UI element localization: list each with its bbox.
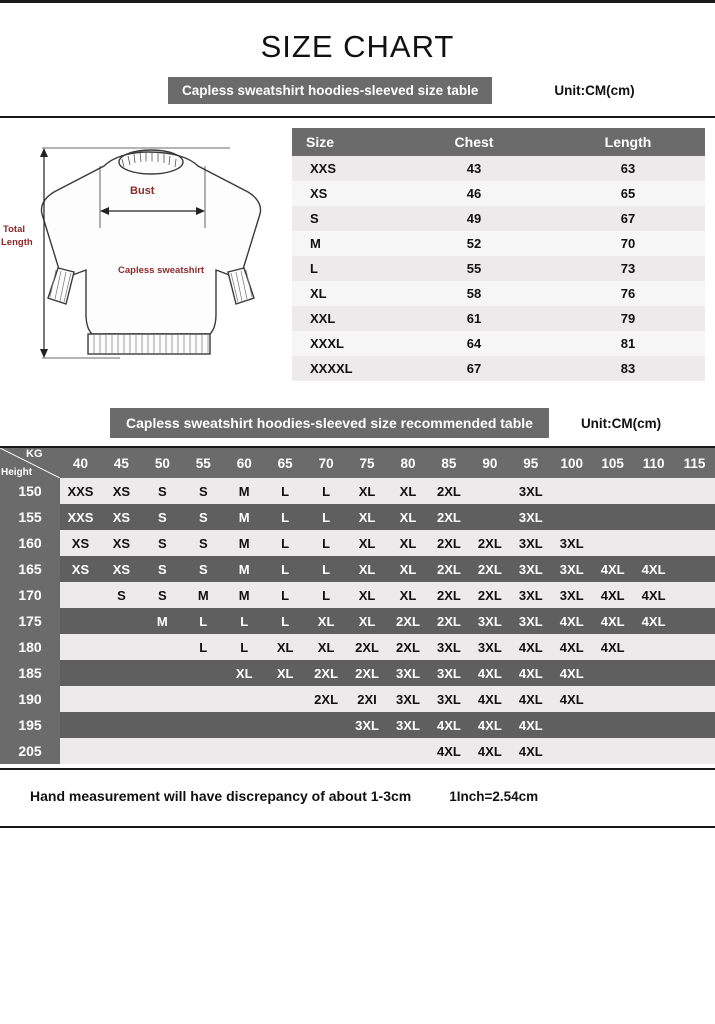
size-cell: L [265,556,306,582]
size-cell: 3XL [388,712,429,738]
table-row [292,231,705,256]
size-cell: 3XL [551,582,592,608]
size-cell [183,712,224,738]
size-cell: 4XL [510,634,551,660]
weight-header: 50 [142,448,183,478]
weight-header: 85 [428,448,469,478]
size-cell [60,582,101,608]
size-cell: 3XL [510,608,551,634]
size-cell: 2XI [347,686,388,712]
size-cell [592,738,633,764]
size-cell [265,686,306,712]
size-cell: 4XL [428,738,469,764]
weight-header: 95 [510,448,551,478]
size-cell: M [224,478,265,504]
size-cell [633,478,674,504]
size-cell: L [265,478,306,504]
cell-length: 63 [551,156,705,181]
size-table-wrap [292,118,715,400]
size-cell: L [306,582,347,608]
garment-illustration [0,118,292,400]
size-cell [101,738,142,764]
height-cell: 160 [0,530,60,556]
size-cell [60,660,101,686]
svg-text:Length: Length [1,237,33,248]
size-cell [674,582,715,608]
cell-size: XXXL [292,331,397,356]
size-cell [633,634,674,660]
weight-header: 90 [469,448,510,478]
weight-header: 100 [551,448,592,478]
size-cell: 4XL [469,686,510,712]
measurement-note: Hand measurement will have discrepancy of about 1-3cm [30,788,412,804]
size-cell: S [183,478,224,504]
height-cell: 185 [0,660,60,686]
size-cell [592,478,633,504]
size-cell [347,738,388,764]
size-cell: M [224,504,265,530]
size-cell [60,686,101,712]
size-cell: XL [388,504,429,530]
size-cell: 4XL [633,582,674,608]
size-cell: XL [347,530,388,556]
size-cell: XL [388,582,429,608]
height-cell: 150 [0,478,60,504]
cell-length: 67 [551,206,705,231]
axis-corner-cell [0,448,60,478]
weight-header: 105 [592,448,633,478]
size-cell [674,556,715,582]
size-cell [592,686,633,712]
size-cell: XS [101,556,142,582]
table-row [0,738,715,764]
weight-header: 115 [674,448,715,478]
size-cell: M [142,608,183,634]
size-cell: L [306,504,347,530]
size-cell: 2XL [347,660,388,686]
size-cell: 4XL [551,660,592,686]
recommended-header-row [0,448,715,478]
size-cell [142,738,183,764]
size-cell [674,504,715,530]
size-cell: M [224,582,265,608]
cell-length: 70 [551,231,705,256]
height-cell: 195 [0,712,60,738]
size-cell: XL [347,478,388,504]
size-cell: S [142,504,183,530]
size-cell: XL [388,530,429,556]
size-cell: XS [60,556,101,582]
size-cell: S [183,504,224,530]
size-cell: L [265,582,306,608]
table-row [0,556,715,582]
svg-text:Capless sweatshirt: Capless sweatshirt [118,265,205,276]
size-cell: XL [388,556,429,582]
size-cell: XL [306,634,347,660]
cell-chest: 67 [397,356,551,381]
footer-row [0,788,715,804]
cell-size: M [292,231,397,256]
size-cell: 2XL [428,530,469,556]
size-cell: 2XL [388,608,429,634]
size-cell: 4XL [633,556,674,582]
size-cell [101,660,142,686]
cell-size: XS [292,181,397,206]
height-cell: 175 [0,608,60,634]
size-cell [469,504,510,530]
size-cell [674,608,715,634]
size-cell: XS [101,478,142,504]
size-cell: 4XL [592,582,633,608]
size-cell [60,738,101,764]
size-cell [388,738,429,764]
size-cell [592,660,633,686]
size-cell: 4XL [428,712,469,738]
size-cell [551,478,592,504]
size-cell: M [224,530,265,556]
size-cell: 3XL [469,608,510,634]
size-cell: 4XL [469,660,510,686]
table-row [292,181,705,206]
cell-size: XXL [292,306,397,331]
size-cell: 3XL [510,582,551,608]
size-cell [101,634,142,660]
page-title: SIZE CHART [260,29,455,64]
size-cell: 2XL [428,504,469,530]
size-cell: 2XL [388,634,429,660]
size-cell [306,738,347,764]
size-cell: 3XL [510,530,551,556]
weight-header: 45 [101,448,142,478]
size-cell: 2XL [469,556,510,582]
recommended-size-table [0,448,715,764]
size-cell: 2XL [469,582,510,608]
size-cell: XL [224,660,265,686]
size-cell: 2XL [428,478,469,504]
cell-chest: 52 [397,231,551,256]
weight-header: 70 [306,448,347,478]
recommended-table-banner: Capless sweatshirt hoodies-sleeved size recommended table [110,408,549,438]
size-cell: 2XL [428,556,469,582]
size-cell: L [183,634,224,660]
size-cell [674,478,715,504]
size-cell [674,712,715,738]
cell-length: 65 [551,181,705,206]
table-row [292,156,705,181]
cell-chest: 43 [397,156,551,181]
size-cell: XS [101,530,142,556]
size-cell [674,660,715,686]
size-cell [633,712,674,738]
size-cell: 3XL [510,504,551,530]
size-cell: S [142,478,183,504]
size-cell [224,686,265,712]
cell-length: 79 [551,306,705,331]
weight-header: 110 [633,448,674,478]
weight-header: 65 [265,448,306,478]
table-row [0,478,715,504]
cell-size: XXS [292,156,397,181]
size-cell [101,686,142,712]
height-cell: 165 [0,556,60,582]
size-table-banner: Capless sweatshirt hoodies-sleeved size table [168,77,492,104]
size-cell [265,738,306,764]
cell-length: 83 [551,356,705,381]
height-cell: 155 [0,504,60,530]
weight-header: 40 [60,448,101,478]
size-cell: XXS [60,504,101,530]
size-cell: XL [388,478,429,504]
size-cell [633,686,674,712]
cell-size: XL [292,281,397,306]
size-cell [183,686,224,712]
size-cell: S [183,556,224,582]
size-cell: L [306,478,347,504]
size-cell: 4XL [510,712,551,738]
size-cell [592,712,633,738]
cell-chest: 64 [397,331,551,356]
size-cell: 3XL [347,712,388,738]
cell-chest: 46 [397,181,551,206]
size-cell: 2XL [306,660,347,686]
size-cell: L [306,556,347,582]
table-row [0,686,715,712]
size-cell: XL [265,634,306,660]
size-cell: 2XL [306,686,347,712]
size-cell: S [183,530,224,556]
svg-text:Bust: Bust [130,185,155,197]
size-table [292,128,705,381]
size-cell [592,504,633,530]
size-cell: 3XL [510,556,551,582]
table-row [0,634,715,660]
banner-row-1 [0,77,715,104]
size-cell [306,712,347,738]
size-cell: S [142,582,183,608]
size-cell: XL [347,582,388,608]
main-section [0,118,715,400]
size-cell [551,738,592,764]
size-cell [633,738,674,764]
size-cell: 4XL [551,634,592,660]
size-cell [60,634,101,660]
size-cell: L [224,634,265,660]
height-cell: 180 [0,634,60,660]
cell-length: 73 [551,256,705,281]
size-cell: 3XL [551,556,592,582]
size-cell [592,530,633,556]
size-cell [183,738,224,764]
size-cell: L [265,504,306,530]
cell-chest: 49 [397,206,551,231]
cell-size: XXXXL [292,356,397,381]
size-cell: 4XL [592,634,633,660]
svg-text:Total: Total [3,224,25,235]
divider-above-footer [0,768,715,770]
size-cell: 3XL [469,634,510,660]
size-cell: XL [347,608,388,634]
table-row [292,356,705,381]
size-cell: 4XL [469,738,510,764]
size-cell [224,738,265,764]
size-cell: XL [265,660,306,686]
size-cell: XS [101,504,142,530]
size-cell: 3XL [428,660,469,686]
size-cell: XL [306,608,347,634]
weight-header: 80 [388,448,429,478]
size-cell [633,504,674,530]
size-cell: L [183,608,224,634]
size-cell: 2XL [428,608,469,634]
cell-chest: 61 [397,306,551,331]
table-row [0,504,715,530]
size-cell [633,530,674,556]
size-cell [551,712,592,738]
table-row [292,256,705,281]
size-cell: M [183,582,224,608]
size-cell [224,712,265,738]
size-cell: 3XL [388,660,429,686]
size-cell: 4XL [592,556,633,582]
weight-header: 60 [224,448,265,478]
size-cell: 2XL [347,634,388,660]
height-cell: 205 [0,738,60,764]
table-row [0,660,715,686]
bottom-divider [0,826,715,828]
size-cell [551,504,592,530]
size-cell: XL [347,556,388,582]
size-cell: 4XL [510,660,551,686]
size-cell: 4XL [551,686,592,712]
size-cell [101,608,142,634]
size-cell: 4XL [633,608,674,634]
chest-col-header: Chest [397,128,551,156]
size-cell: XS [60,530,101,556]
table-row [292,206,705,231]
size-cell: XXS [60,478,101,504]
table-row [292,281,705,306]
table-row [0,530,715,556]
size-cell: S [101,582,142,608]
length-col-header: Length [551,128,705,156]
size-cell [142,686,183,712]
weight-header: 75 [347,448,388,478]
size-cell: 3XL [388,686,429,712]
size-cell: 3XL [428,634,469,660]
size-cell: 4XL [469,712,510,738]
size-cell: 3XL [428,686,469,712]
size-col-header: Size [292,128,397,156]
weight-header: 55 [183,448,224,478]
height-cell: 170 [0,582,60,608]
size-cell: XL [347,504,388,530]
size-cell [674,530,715,556]
size-cell [674,634,715,660]
banner-row-2 [0,408,715,438]
size-cell [60,608,101,634]
size-cell: 3XL [551,530,592,556]
height-cell: 190 [0,686,60,712]
cell-chest: 58 [397,281,551,306]
size-table-header-row [292,128,705,156]
cell-length: 81 [551,331,705,356]
table-row [0,608,715,634]
size-cell: L [306,530,347,556]
size-cell [142,660,183,686]
unit-label-1: Unit:CM(cm) [554,83,635,98]
size-cell: L [265,530,306,556]
size-cell [60,712,101,738]
size-cell: 4XL [551,608,592,634]
size-cell [142,634,183,660]
unit-label-2: Unit:CM(cm) [580,415,662,431]
cell-length: 76 [551,281,705,306]
size-cell [674,738,715,764]
cell-size: L [292,256,397,281]
table-row [0,582,715,608]
size-cell: 2XL [469,530,510,556]
size-cell: 4XL [510,738,551,764]
table-row [0,712,715,738]
table-row [292,306,705,331]
height-axis-label: Height [1,467,33,478]
top-divider [0,0,715,3]
size-cell [469,478,510,504]
size-cell [633,660,674,686]
table-row [292,331,705,356]
size-cell [142,712,183,738]
size-cell [101,712,142,738]
inch-conversion-note: 1Inch=2.54cm [449,788,539,804]
size-cell [183,660,224,686]
size-cell: 3XL [510,478,551,504]
size-cell: M [224,556,265,582]
size-cell: 4XL [510,686,551,712]
size-cell: 2XL [428,582,469,608]
size-cell: L [224,608,265,634]
size-cell: 4XL [592,608,633,634]
size-cell: S [142,530,183,556]
cell-size: S [292,206,397,231]
size-cell: L [265,608,306,634]
weight-axis-label: KG [26,448,43,460]
size-cell [674,686,715,712]
size-cell: S [142,556,183,582]
cell-chest: 55 [397,256,551,281]
size-cell [265,712,306,738]
